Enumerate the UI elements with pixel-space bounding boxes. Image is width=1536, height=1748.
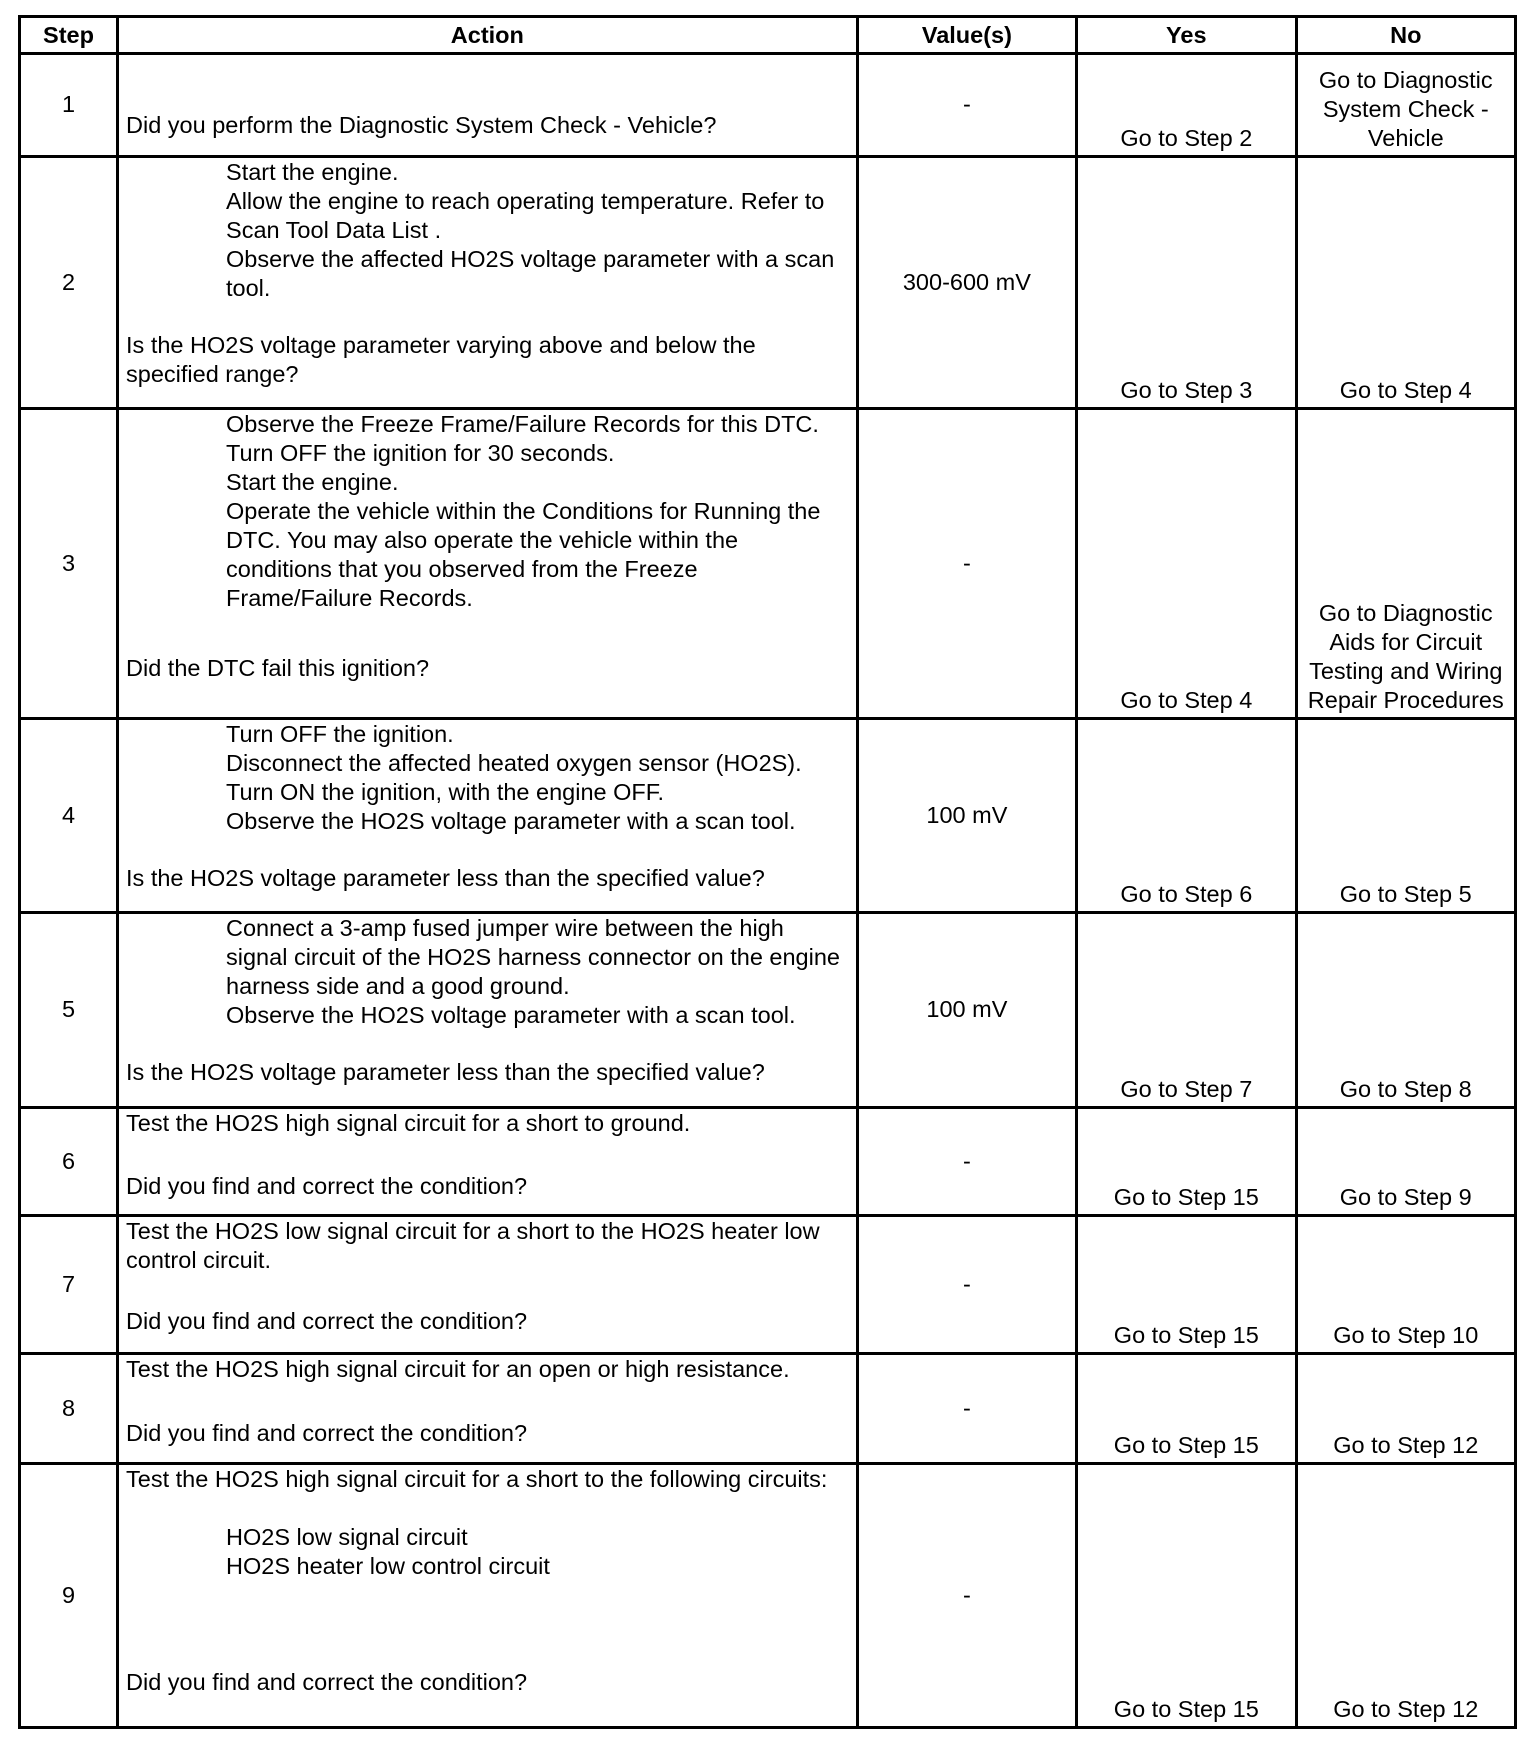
action-steps — [126, 410, 842, 613]
table-row — [20, 408, 1516, 718]
action-content — [119, 1109, 856, 1203]
yes-cell: Go to Step 15 — [1077, 1107, 1296, 1215]
action-step: Start the engine. — [226, 158, 399, 185]
action-step: Connect a 3-amp fused jumper wire between the high signal circuit of the HO2S harness connector on the engine harness side and a good ground. — [226, 914, 840, 999]
value-cell: - — [857, 408, 1076, 718]
action-lead: Test the HO2S low signal circuit for a short to the HO2S heater low control circuit. — [126, 1218, 820, 1274]
value-cell: 300-600 mV — [857, 156, 1076, 408]
action-question: Did you find and correct the condition? — [126, 1172, 528, 1199]
action-content — [119, 55, 856, 142]
action-step: Turn ON the ignition, with the engine OFF. — [226, 778, 665, 805]
step-number: 8 — [20, 1354, 118, 1463]
action-cell — [118, 1354, 858, 1463]
header-no: No — [1296, 17, 1515, 54]
action-question: Did you perform the Diagnostic System Check - Vehicle? — [126, 112, 717, 138]
no-cell: Go to Step 4 — [1296, 156, 1515, 408]
action-step: Start the engine. — [226, 468, 399, 495]
no-cell: Go to Diagnostic Aids for Circuit Testing and Wiring Repair Procedures — [1296, 408, 1515, 718]
action-steps — [126, 914, 842, 1030]
table-row — [20, 912, 1516, 1107]
value-cell: 100 mV — [857, 718, 1076, 912]
value-cell: - — [857, 1107, 1076, 1215]
table-row — [20, 1216, 1516, 1354]
header-yes: Yes — [1077, 17, 1296, 54]
step-number: 5 — [20, 912, 118, 1107]
header-action: Action — [118, 17, 858, 54]
yes-cell: Go to Step 6 — [1077, 718, 1296, 912]
action-cell — [118, 1107, 858, 1215]
action-content — [119, 158, 856, 387]
circuit-item: HO2S low signal circuit — [226, 1523, 468, 1550]
step-number: 2 — [20, 156, 118, 408]
action-question: Did you find and correct the condition? — [126, 1668, 528, 1695]
yes-cell: Go to Step 3 — [1077, 156, 1296, 408]
action-step: Turn OFF the ignition. — [226, 720, 454, 747]
action-question: Is the HO2S voltage parameter less than the specified value? — [126, 1058, 765, 1085]
no-cell: Go to Step 9 — [1296, 1107, 1515, 1215]
no-cell: Go to Step 5 — [1296, 718, 1515, 912]
action-step: Disconnect the affected heated oxygen sensor (HO2S). — [226, 749, 802, 776]
action-lead: Test the HO2S high signal circuit for an open or high resistance. — [126, 1356, 790, 1383]
table-row — [20, 718, 1516, 912]
circuit-list — [126, 1523, 842, 1581]
action-step: Observe the HO2S voltage parameter with a scan tool. — [226, 1001, 796, 1028]
header-row — [20, 17, 1516, 54]
step-number: 3 — [20, 408, 118, 718]
action-cell — [118, 408, 858, 718]
step-number: 9 — [20, 1463, 118, 1727]
yes-cell: Go to Step 15 — [1077, 1354, 1296, 1463]
action-content — [119, 1355, 856, 1450]
no-cell: Go to Step 8 — [1296, 912, 1515, 1107]
no-cell: Go to Step 10 — [1296, 1216, 1515, 1354]
header-step: Step — [20, 17, 118, 54]
circuit-item: HO2S heater low control circuit — [226, 1552, 550, 1579]
header-value: Value(s) — [857, 17, 1076, 54]
step-number: 1 — [20, 54, 118, 157]
action-content — [119, 1217, 856, 1338]
action-content — [119, 410, 856, 685]
action-question: Did the DTC fail this ignition? — [126, 654, 430, 681]
action-question: Did you find and correct the condition? — [126, 1420, 528, 1447]
table-row — [20, 54, 1516, 157]
action-step: Observe the affected HO2S voltage parameter with a scan tool. — [226, 245, 835, 301]
no-cell: Go to Step 12 — [1296, 1354, 1515, 1463]
table-row — [20, 156, 1516, 408]
action-question: Is the HO2S voltage parameter less than the specified value? — [126, 864, 765, 891]
step-number: 4 — [20, 718, 118, 912]
action-content — [119, 720, 856, 891]
action-cell — [118, 1463, 858, 1727]
step-number: 7 — [20, 1216, 118, 1354]
action-cell — [118, 1216, 858, 1354]
action-cell — [118, 54, 858, 157]
action-step: Observe the Freeze Frame/Failure Records for this DTC. — [226, 410, 819, 437]
action-lead: Test the HO2S high signal circuit for a short to ground. — [126, 1109, 691, 1136]
table-row — [20, 1463, 1516, 1727]
diagnostic-table — [18, 15, 1517, 1729]
step-number: 6 — [20, 1107, 118, 1215]
action-content — [119, 1465, 856, 1699]
value-cell: 100 mV — [857, 912, 1076, 1107]
value-cell: - — [857, 1354, 1076, 1463]
yes-cell: Go to Step 2 — [1077, 54, 1296, 157]
action-cell — [118, 718, 858, 912]
action-step: Operate the vehicle within the Conditions for Running the DTC. You may also operate the vehicle within the conditions that you observed from the Freeze Frame/Failure Records. — [226, 497, 821, 611]
value-cell: - — [857, 1216, 1076, 1354]
value-cell: - — [857, 54, 1076, 157]
no-cell: Go to Step 12 — [1296, 1463, 1515, 1727]
action-steps — [126, 158, 842, 303]
no-cell: Go to Diagnostic System Check - Vehicle — [1296, 54, 1515, 157]
action-steps — [126, 720, 842, 836]
action-lead: Test the HO2S high signal circuit for a short to the following circuits: — [126, 1465, 828, 1492]
table-row — [20, 1107, 1516, 1215]
value-cell: - — [857, 1463, 1076, 1727]
action-cell — [118, 912, 858, 1107]
table-body — [20, 54, 1516, 1728]
action-question: Is the HO2S voltage parameter varying above and below the specified range? — [126, 331, 756, 387]
action-content — [119, 914, 856, 1086]
action-step: Turn OFF the ignition for 30 seconds. — [226, 439, 615, 466]
yes-cell: Go to Step 15 — [1077, 1216, 1296, 1354]
yes-cell: Go to Step 7 — [1077, 912, 1296, 1107]
yes-cell: Go to Step 15 — [1077, 1463, 1296, 1727]
action-question: Did you find and correct the condition? — [126, 1308, 528, 1335]
table-row — [20, 1354, 1516, 1463]
action-step: Allow the engine to reach operating temperature. Refer to Scan Tool Data List . — [226, 187, 825, 243]
yes-cell: Go to Step 4 — [1077, 408, 1296, 718]
action-cell — [118, 156, 858, 408]
action-step: Observe the HO2S voltage parameter with a scan tool. — [226, 807, 796, 834]
